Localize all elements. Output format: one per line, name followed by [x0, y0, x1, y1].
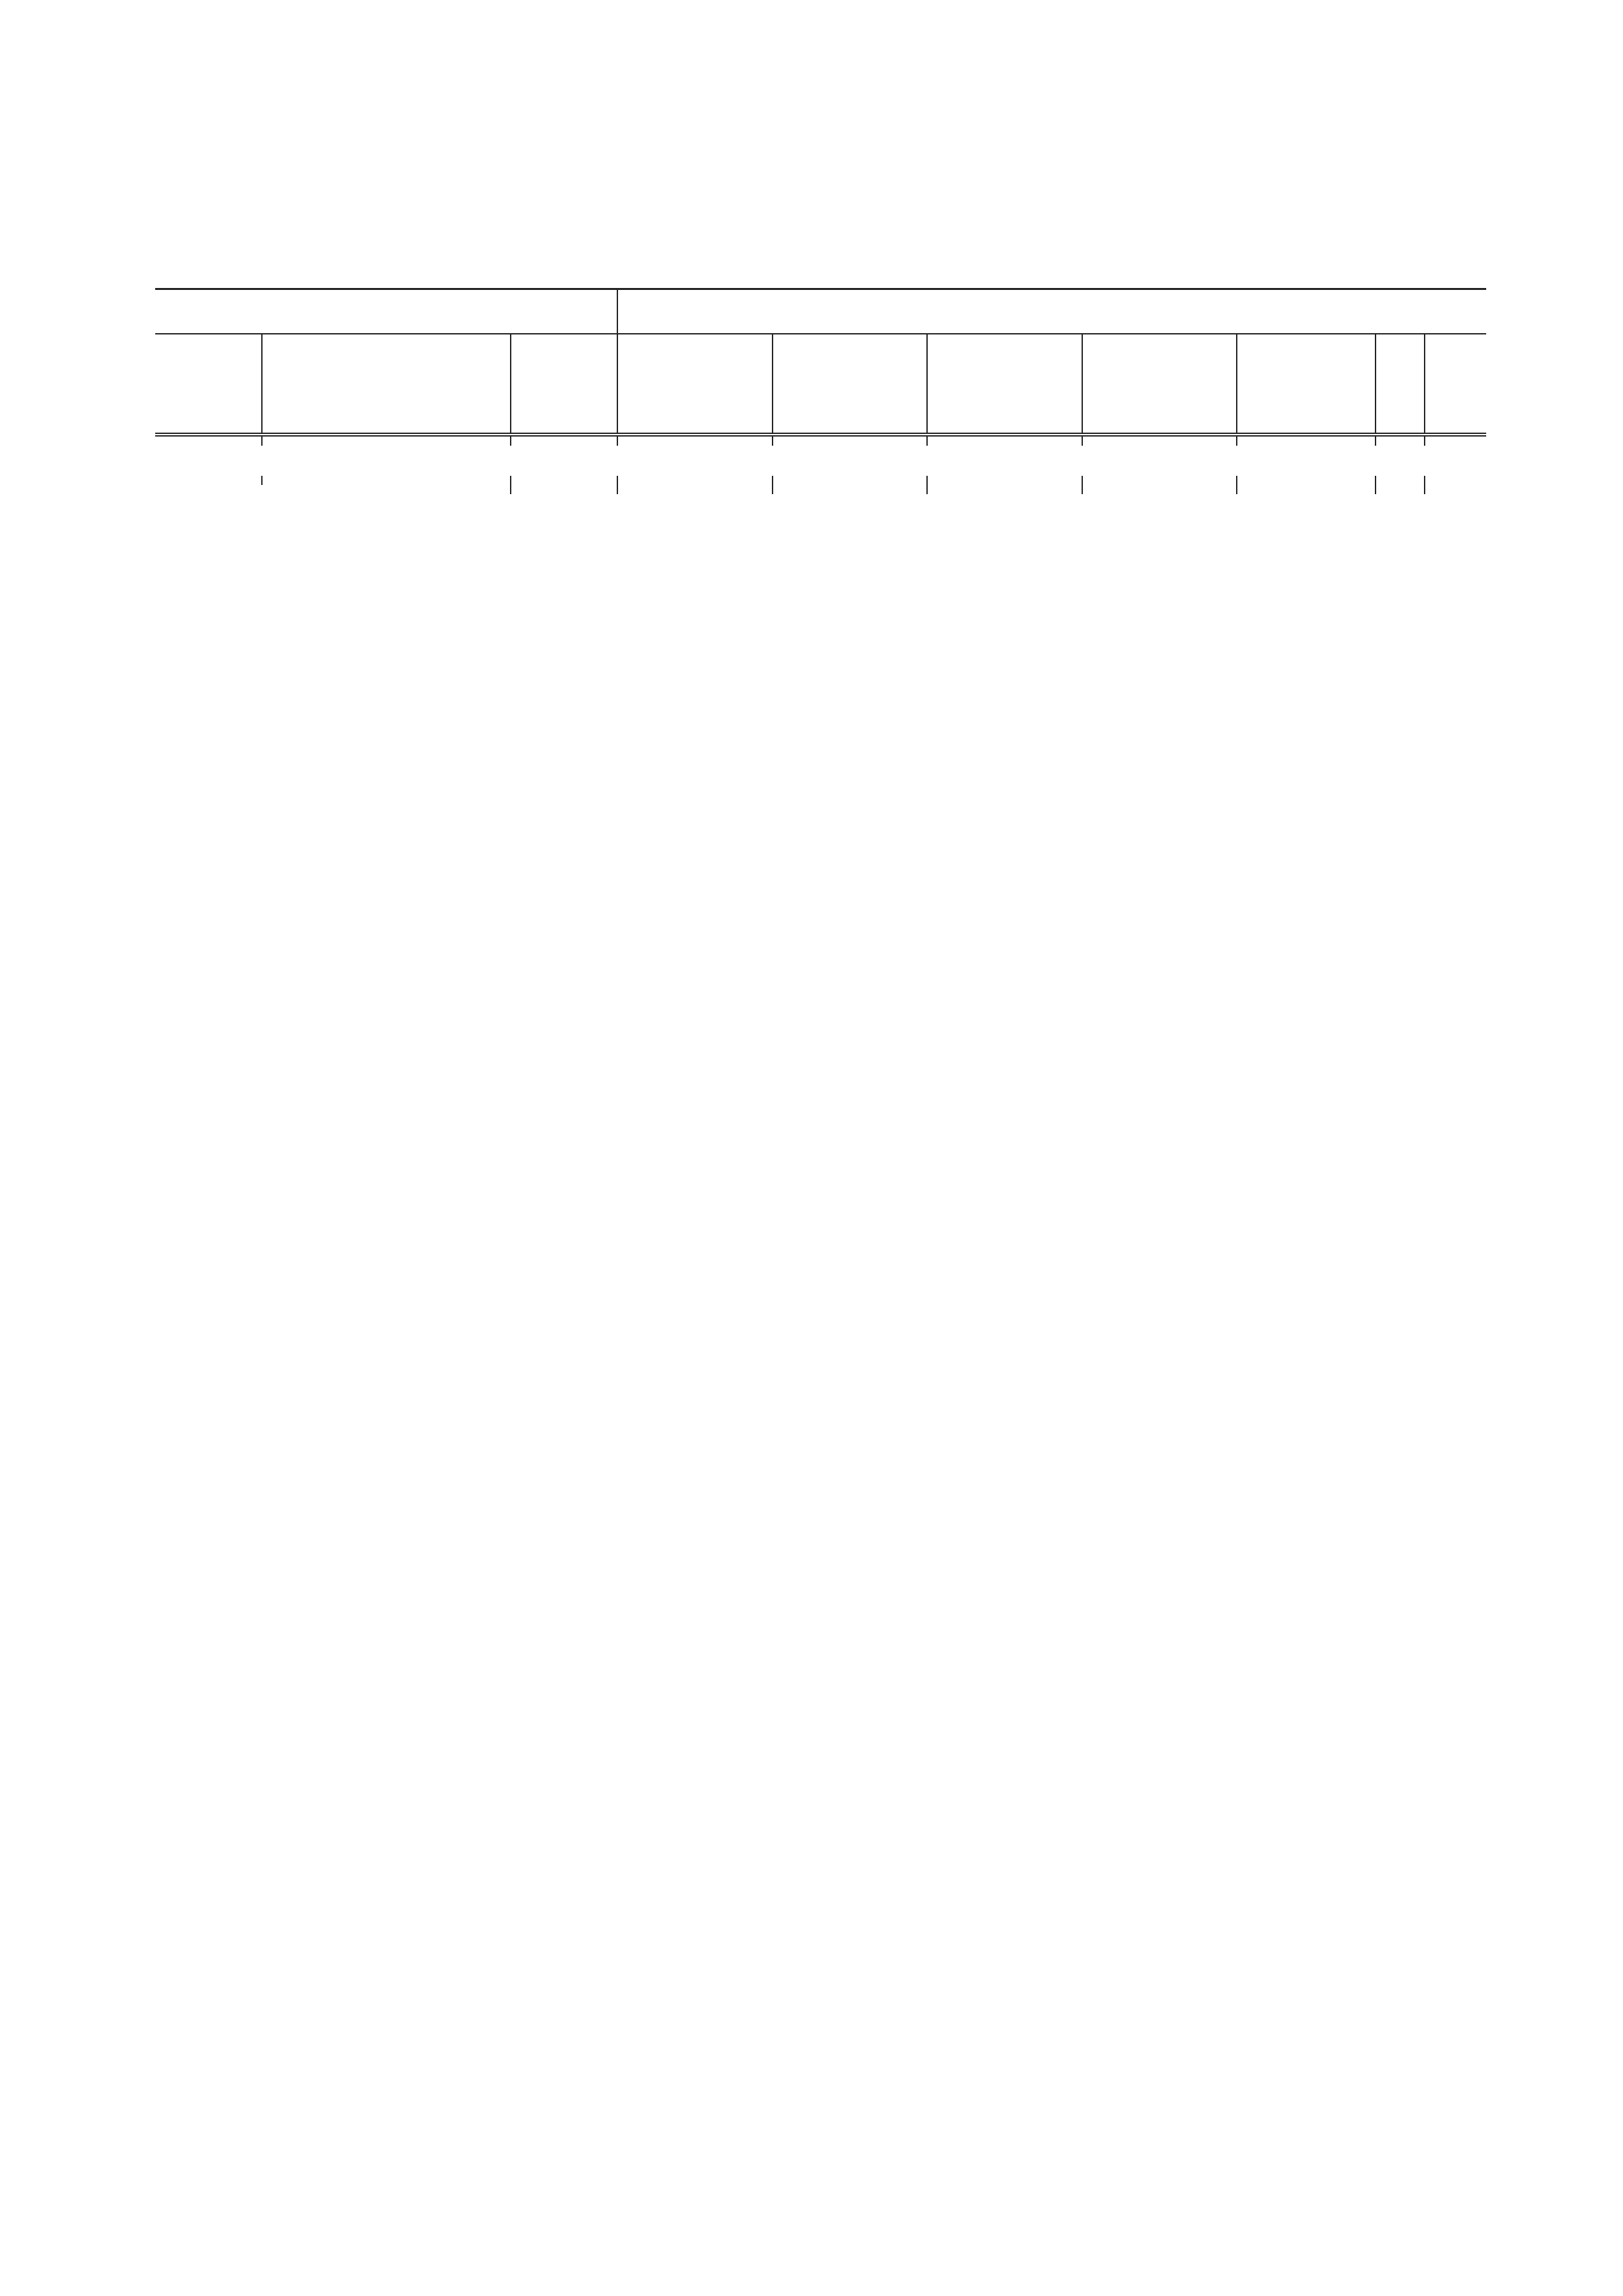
- header-vanadium: [927, 334, 1082, 435]
- section-heading-row: [155, 446, 1486, 476]
- header-mass-fraction: [617, 289, 1486, 334]
- section-a-body: [155, 435, 1486, 446]
- steel-composition-table: [155, 288, 1486, 494]
- header-boron: [1376, 334, 1425, 435]
- header-steel-grade: [155, 289, 617, 334]
- table-spacer: [155, 435, 1486, 446]
- header-sev-designation: [511, 334, 617, 435]
- header-copper: [1082, 334, 1237, 435]
- header-aluminium: [1425, 334, 1486, 435]
- header-molybdenum: [773, 334, 928, 435]
- table-spacer: [155, 485, 1486, 494]
- okp-code: [155, 476, 262, 494]
- section-heading-body: [155, 446, 1486, 476]
- header-gost-designation: [262, 334, 510, 435]
- header-okp-code: [155, 334, 262, 435]
- header-titanium: [1237, 334, 1375, 435]
- table-spacer: [155, 476, 1486, 485]
- section-b-body: [155, 476, 1486, 494]
- header-nickel: [617, 334, 773, 435]
